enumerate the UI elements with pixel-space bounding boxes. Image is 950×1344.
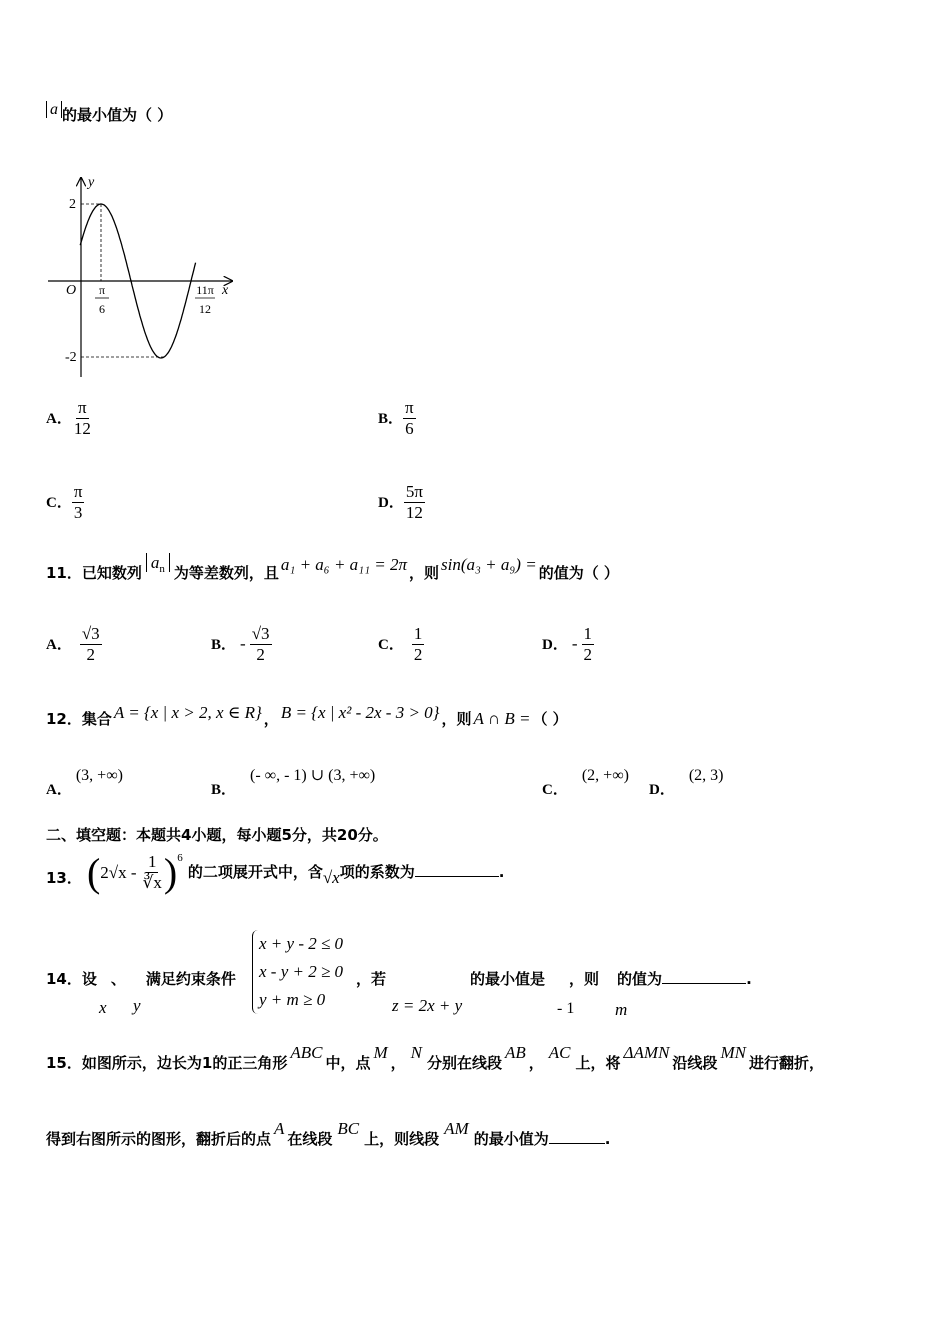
constraint-2: x - y + 2 ≥ 0 [259,962,344,981]
q15-answer-blank[interactable] [549,1143,605,1144]
abs-a: a [46,101,62,118]
q13-answer-blank[interactable] [415,876,499,877]
q12-option-c[interactable]: C．(2, +∞) [542,767,629,798]
q15-line-1: 15．如图所示，边长为1的正三角形ABC中，点M，N分别在线段AB，AC上，将ΔAMN沿线段MN进行翻折， [46,1043,824,1072]
q13-stem: 13． ( 2√x - $\frac{1}{∛x}$ ) 6 的二项展开式中，含√x项的系数为 . [46,849,505,895]
q14-answer-blank[interactable] [662,983,746,984]
intersection: A ∩ B = [473,709,531,728]
x1-den: 6 [99,302,105,316]
q12-option-a[interactable]: A．(3, +∞) [46,767,123,798]
q14-stem: 14．设 、 满足约束条件 [46,970,236,988]
section-title: 二、填空题：本题共4小题，每小题5分，共20分。 [46,826,388,844]
q11-expression: sin(a₃ + a₉) = [441,555,537,574]
seq-an: $a_n$ [146,553,170,572]
y-min-label: -2 [65,350,77,365]
q11-option-b[interactable]: B． - $\frac{√3}{2}$ [211,624,270,664]
q14-stem-cont: ，若 的最小值是 ，则 的值为 . [356,970,752,988]
q11-option-a[interactable]: A． $\frac{√3}{2}$ [46,624,100,664]
set-a: A = {x | x > 2, x ∈ R} [113,703,262,722]
min-value: - 1 [557,1000,575,1017]
z-expression: z = 2x + y [392,996,463,1015]
q10-stem: a 的最小值为（ ） [46,104,172,125]
constraint-system [252,930,343,1014]
q12-stem: 12．集合 A = {x | x > 2, x ∈ R} ， B = {x | x² - 2x - 3 > 0} ，则 A ∩ B = （ ） [46,703,568,728]
var-y: y [133,996,141,1015]
q12-option-d[interactable]: D．(2, 3) [649,767,724,798]
constraint-1: x + y - 2 ≤ 0 [259,934,344,953]
m-var: m [615,1000,628,1019]
x2-num: 11π [196,283,214,297]
x1-num: π [98,283,106,297]
y-label: y [88,175,95,190]
q10-option-b[interactable]: B． $\frac{\pi}{6}$ [378,398,414,438]
q12-option-b[interactable]: B．(- ∞, - 1) ∪ (3, +∞) [211,767,376,798]
x2-den: 12 [199,302,211,316]
q11-option-c[interactable]: C． $\frac{1}{2}$ [378,624,423,664]
y-max-label: 2 [69,197,76,212]
q10-option-c[interactable]: C． $\frac{\pi}{3}$ [46,482,83,522]
origin-label: O [66,283,77,298]
q11-option-d[interactable]: D． - $\frac{1}{2}$ [542,624,593,664]
x-label: x [222,283,229,298]
q15-line-2: 得到右图所示的图形，翻折后的点A在线段BC上，则线段AM的最小值为 . [46,1119,611,1148]
sqrt-x-term: √x [322,868,340,887]
constraint-3: y + m ≥ 0 [259,990,326,1009]
set-b: B = {x | x² - 2x - 3 > 0} [280,703,440,722]
q10-option-d[interactable]: D． $\frac{5\pi}{12}$ [378,482,423,522]
q10-option-a[interactable]: A． $\frac{\pi}{12}$ [46,398,91,438]
q11-condition: a₁ + a₆ + a₁₁ = 2π [280,555,407,574]
q11-stem: 11．已知数列$a_n$ 为等差数列，且 a₁ + a₆ + a₁₁ = 2π ，则 sin(a₃ + a₉) = 的值为（ ） [46,553,619,582]
sine-graph [40,172,250,382]
var-x: x [99,998,107,1017]
